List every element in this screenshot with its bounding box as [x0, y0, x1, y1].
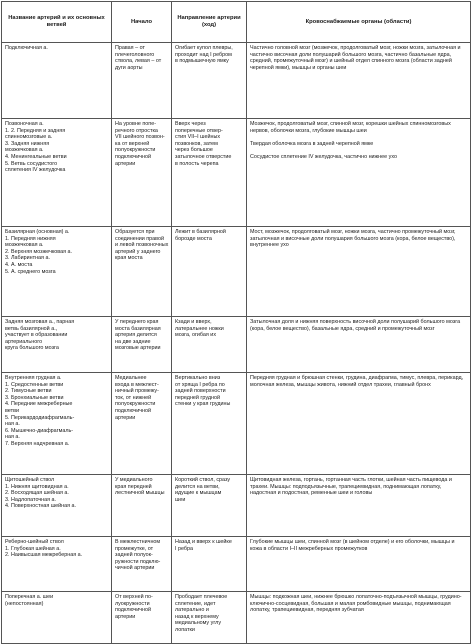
- cell-artery-name: [2, 43, 112, 119]
- cell-artery-name-line: Базилярная (основная) а.: [5, 229, 70, 235]
- cell-course-line: затылочное отверстие: [175, 153, 232, 160]
- cell-course-line: Назад и вверх к шейке: [175, 539, 232, 545]
- cell-course-line: латеральнее ножки: [175, 325, 224, 332]
- cell-origin-line: ток, от нижней: [115, 394, 152, 401]
- cell-origin-line: полуокружности: [115, 401, 156, 408]
- cell-course-line: лопатки: [175, 626, 195, 633]
- cell-course-line: от хряща I ребра по: [175, 381, 225, 388]
- cell-artery-name-line: Поперечная а. шеи: [5, 594, 54, 600]
- table-row: [2, 119, 471, 227]
- header-origin: Начало: [112, 2, 172, 43]
- cell-artery-name-line: Позвоночная а.: [5, 121, 44, 127]
- cell-artery-name-line: Щитошейный ствол: [5, 477, 55, 483]
- cell-artery-name-line: ветвь базилярной а.,: [5, 325, 58, 332]
- cell-supplied-organs: [247, 537, 471, 592]
- cell-course-line: в подмышечную ямку: [175, 58, 229, 65]
- cell-artery-name-line: 1. Средостенные ветви: [5, 381, 64, 388]
- table-row: [2, 537, 471, 592]
- cell-origin-line: ка от верхней: [115, 140, 150, 147]
- cell-origin-line: речного отростка: [115, 127, 158, 134]
- cell-origin-line: края передней: [115, 483, 152, 490]
- table-body: [2, 43, 471, 644]
- cell-origin: [112, 43, 172, 119]
- cell-course-line: поперечные отвер-: [175, 127, 223, 134]
- cell-course: [172, 537, 247, 592]
- cell-supplied-organs: [247, 43, 471, 119]
- cell-supplied-organs: [247, 592, 471, 644]
- cell-supplied-organs-text: Глубокие мышцы шеи, спинной мозг (в шейном отделе) и его оболочки, мышцы и кожа в области I–II межреберных промежутков: [250, 539, 455, 552]
- cell-course-line: Прободает плечевое: [175, 594, 228, 600]
- cell-origin-line: ствола, левая – от: [115, 58, 162, 65]
- cell-course-line: сплетение, идет: [175, 600, 216, 607]
- cell-origin-line: артерия делится: [115, 332, 157, 339]
- cell-course-line: передней грудной: [175, 394, 220, 401]
- cell-course-line: Кзади и вверх,: [175, 319, 212, 325]
- cell-course-line: шеи: [175, 496, 186, 503]
- cell-artery-name-line: ветви: [5, 407, 19, 414]
- table-row: [2, 227, 471, 317]
- table-header-row: [2, 2, 471, 43]
- cell-artery-name-line: 1. 2. Передняя и задняя: [5, 127, 66, 134]
- cell-supplied-organs-text: Мост, мозжечок, продолговатый мозг, ножки мозга, частично промежуточный мозг, затылочная и височные доли полушария большого мозга (кора, белое вещество), внутреннее ухо: [250, 229, 456, 249]
- arteries-table: [1, 1, 471, 644]
- cell-artery-name-line: 3. Бронхиальные ветви: [5, 394, 64, 401]
- cell-origin-line: лестничной мышцы: [115, 490, 165, 497]
- cell-course: [172, 475, 247, 537]
- cell-course-line: Лежит в базилярной: [175, 229, 226, 235]
- cell-artery-name-line: 2. Восходящая шейная а.: [5, 490, 69, 497]
- cell-artery-name-line: спинномозговые а.: [5, 134, 53, 141]
- cell-artery-name-line: мозжечковая а.: [5, 242, 44, 249]
- cell-supplied-organs: [247, 317, 471, 373]
- cell-origin-line: задней полуок-: [115, 552, 153, 559]
- cell-artery-name: [2, 592, 112, 644]
- cell-origin-line: промежутке, от: [115, 545, 154, 552]
- cell-origin-line: Образуется при: [115, 229, 155, 235]
- cell-course-line: Короткий ствол, сразу: [175, 477, 231, 483]
- cell-artery-name-line: 4. А. моста: [5, 261, 33, 268]
- cell-artery-name-line: Внутренняя грудная а.: [5, 375, 62, 381]
- table-row: [2, 475, 471, 537]
- cell-artery-name-line: (непостоянная): [5, 600, 44, 607]
- cell-supplied-organs-text: Частично головной мозг (мозжечок, продолговатый мозг, ножки мозга, затылочная и частично височная доли полушарий большого мозга, частично базальные ядра, средний, промежуточный мозг) и шейный отдел спинного мозга (области задней черепной ямки), мышцы и органы шеи: [250, 45, 461, 71]
- cell-artery-name-line: 3. Лабиринтная а.: [5, 255, 50, 262]
- header-organs: Кровоснабжаемые органы (области): [247, 2, 471, 43]
- cell-artery-name-line: 2. Верхняя мозжечковая а.: [5, 248, 73, 255]
- cell-origin-line: подключичной: [115, 153, 152, 160]
- cell-course-line: стия VII–I шейных: [175, 134, 221, 141]
- cell-origin: [112, 227, 172, 317]
- cell-artery-name-line: круга большого мозга: [5, 345, 59, 352]
- cell-origin-line: VII шейного позвон-: [115, 134, 165, 141]
- cell-origin-line: У медиального: [115, 477, 153, 483]
- cell-origin-line: входа в межлест-: [115, 381, 159, 388]
- cell-course-line: I ребра: [175, 545, 194, 552]
- cell-origin: [112, 317, 172, 373]
- cell-origin-line: У переднего края: [115, 319, 159, 325]
- cell-course: [172, 373, 247, 475]
- cell-course-line: делится на ветви,: [175, 483, 220, 490]
- cell-artery-name-line: артериального: [5, 338, 43, 345]
- cell-course-line: задней поверхности: [175, 388, 226, 395]
- cell-artery-name-line: Подключичная а.: [5, 45, 48, 51]
- cell-artery-name-line: ная а.: [5, 421, 20, 428]
- cell-course-line: Вертикально вниз: [175, 375, 221, 381]
- cell-supplied-organs-text: Затылочная доля и нижняя поверхность височной доли полушарий большого мозга (кора, белое вещество), базальные ядра, средний и промежуточный мозг: [250, 319, 461, 332]
- cell-origin-line: полуокружности: [115, 147, 156, 154]
- cell-artery-name-line: мозжечковая а.: [5, 147, 44, 154]
- cell-artery-name-line: 5. А. среднего мозга: [5, 268, 56, 275]
- cell-origin: [112, 475, 172, 537]
- cell-artery-name: [2, 537, 112, 592]
- cell-origin-line: луокружности: [115, 600, 150, 607]
- cell-artery-name-line: 1. Нижняя щитовидная а.: [5, 483, 69, 490]
- table-row: [2, 43, 471, 119]
- cell-origin-line: на две задние: [115, 338, 151, 345]
- cell-origin-line: и левой позвоночных: [115, 242, 169, 249]
- cell-course: [172, 592, 247, 644]
- cell-course-line: медиальному углу: [175, 620, 222, 627]
- cell-origin-line: ружности подклю-: [115, 558, 161, 565]
- cell-course-line: латерально и: [175, 607, 209, 614]
- cell-artery-name: [2, 317, 112, 373]
- cell-origin: [112, 537, 172, 592]
- cell-course-line: в полость черепа: [175, 160, 219, 167]
- cell-artery-name-line: Задняя мозговая а., парная: [5, 319, 75, 325]
- cell-origin-line: соединении правой: [115, 235, 164, 242]
- cell-supplied-organs: [247, 119, 471, 227]
- cell-origin-line: подключичной: [115, 407, 152, 414]
- cell-supplied-organs: [247, 373, 471, 475]
- cell-course-line: стенки у края грудины: [175, 401, 231, 408]
- cell-origin-line: чичной артерии: [115, 565, 155, 572]
- cell-artery-name-line: 3. Надлопаточная а.: [5, 496, 57, 503]
- cell-origin-line: Правая – от: [115, 45, 145, 51]
- cell-artery-name-line: 2. Тимусные ветви: [5, 388, 52, 395]
- header-course: Направление артерии (ход): [172, 2, 247, 43]
- cell-origin-line: края моста: [115, 255, 143, 262]
- cell-origin-line: артерии: [115, 613, 136, 620]
- cell-artery-name-line: 6. Мышечно-диафрагмаль-: [5, 427, 74, 434]
- cell-course-line: идущие к мышцам: [175, 490, 222, 497]
- cell-course-line: через большое: [175, 147, 213, 154]
- cell-origin-line: артерии: [115, 414, 136, 421]
- cell-artery-name-line: Реберно-шейный ствол: [5, 539, 64, 545]
- cell-artery-name-line: 4. Поверхностная шейная а.: [5, 503, 77, 510]
- cell-artery-name-line: 3. Задняя нижняя: [5, 140, 50, 147]
- cell-origin-line: подключичной: [115, 607, 152, 614]
- cell-supplied-organs-text: Мозжечок, продолговатый мозг, спинной мозг, корешки шейных спинномозговых нервов, оболочки мозга, глубокие мышцы шеи Твердая оболочка мозга в задней черепной ямке Сосудистое сплетение IV желудочка, частично нижнее ухо: [250, 121, 451, 160]
- cell-artery-name: [2, 227, 112, 317]
- cell-supplied-organs: [247, 227, 471, 317]
- cell-supplied-organs-text: Мышцы: подкожная шеи, нижнее брюшко лопаточно-подъязычной мышцы, грудино-ключично-сосцевидная, большая и малая ромбовидные мышцы, поднимающая лопатку, трапециевидная, передняя зубчатая: [250, 594, 462, 614]
- cell-artery-name-line: 4. Менингеальные ветви: [5, 153, 67, 160]
- cell-artery-name-line: сплетения IV желудочка: [5, 167, 66, 174]
- cell-supplied-organs: [247, 475, 471, 537]
- cell-origin-line: ничный промежу-: [115, 388, 159, 395]
- cell-artery-name: [2, 475, 112, 537]
- cell-origin-line: артерий у заднего: [115, 248, 161, 255]
- cell-origin: [112, 119, 172, 227]
- cell-origin-line: На уровне попе-: [115, 121, 156, 127]
- cell-artery-name-line: 2. Наивысшая межреберная а.: [5, 552, 83, 559]
- cell-origin-line: моста базилярная: [115, 325, 161, 332]
- table-row: [2, 317, 471, 373]
- cell-supplied-organs-text: Передняя грудная и брюшная стенки, грудина, диафрагма, тимус, плевра, перикард, молочная железа, мышцы живота, нижний отдел трахеи, главный бронх: [250, 375, 464, 388]
- cell-course: [172, 119, 247, 227]
- cell-artery-name: [2, 119, 112, 227]
- cell-artery-name-line: 5. Перикардодиафрагмаль-: [5, 414, 75, 421]
- cell-origin-line: Медиальнее: [115, 375, 147, 381]
- cell-artery-name-line: 1. Глубокая шейная а.: [5, 545, 61, 552]
- cell-artery-name-line: участвует в образовании: [5, 332, 68, 339]
- cell-artery-name-line: 7. Верхняя надчревная а.: [5, 440, 70, 447]
- cell-origin: [112, 592, 172, 644]
- cell-course-line: Огибает купол плевры,: [175, 45, 233, 51]
- cell-origin-line: мозговые артерии: [115, 345, 161, 352]
- cell-artery-name: [2, 373, 112, 475]
- cell-course: [172, 317, 247, 373]
- table-row: [2, 373, 471, 475]
- cell-course-line: назад к верхнему: [175, 613, 219, 620]
- cell-course-line: проходит над I ребром: [175, 51, 232, 58]
- cell-course-line: Вверх через: [175, 121, 206, 127]
- cell-origin-line: От верхней по-: [115, 594, 153, 600]
- cell-artery-name-line: 5. Ветвь сосудистого: [5, 160, 58, 167]
- header-name: Название артерий и их основных ветвей: [2, 2, 112, 43]
- cell-origin-line: В межлестничном: [115, 539, 161, 545]
- cell-course-line: позвонков, затем: [175, 140, 218, 147]
- cell-origin: [112, 373, 172, 475]
- cell-artery-name-line: 4. Передние межреберные: [5, 401, 73, 408]
- cell-supplied-organs-text: Щитовидная железа, гортань, гортанная часть глотки, шейная часть пищевода и трахеи. Мышцы: подподъязычные, трапециевидная, поднимающая лопатку, надостная и подостная, ременные шеи и головы: [250, 477, 452, 497]
- cell-course: [172, 227, 247, 317]
- cell-course-line: борозде моста: [175, 235, 212, 242]
- cell-origin-line: плечеголовного: [115, 51, 155, 58]
- cell-artery-name-line: ная а.: [5, 434, 20, 441]
- cell-course-line: мозга, огибая их: [175, 332, 217, 339]
- cell-course: [172, 43, 247, 119]
- cell-origin-line: артерии: [115, 160, 136, 167]
- cell-origin-line: дуги аорты: [115, 64, 143, 71]
- cell-artery-name-line: 1. Передняя нижняя: [5, 235, 56, 242]
- table-row: [2, 592, 471, 644]
